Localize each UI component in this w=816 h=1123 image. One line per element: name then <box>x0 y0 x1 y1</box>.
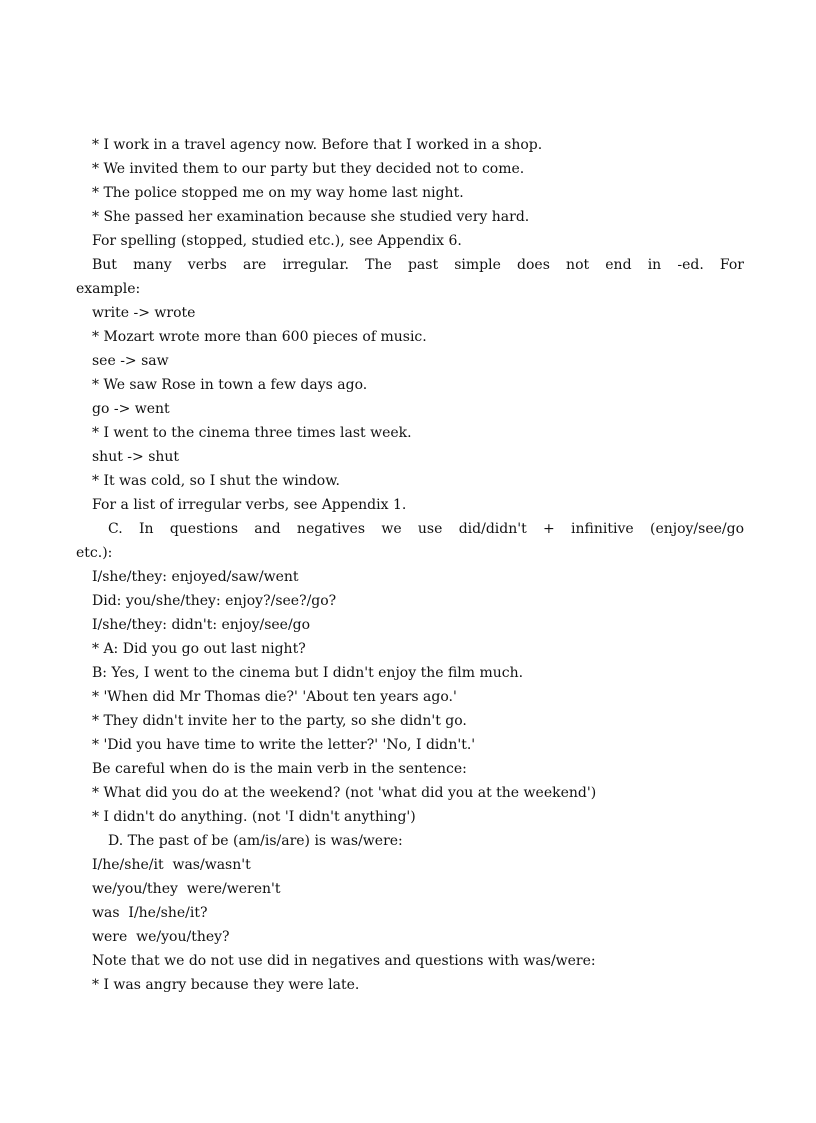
example-line: * She passed her examination because she studied very hard. <box>92 209 530 225</box>
paragraph-line: But many verbs are irregular. The past simple does not end in -ed. For <box>92 257 744 273</box>
note-line: Be careful when do is the main verb in the sentence: <box>92 761 467 777</box>
example-line: * 'Did you have time to write the letter?' 'No, I didn't.' <box>92 737 476 753</box>
example-line: * Mozart wrote more than 600 pieces of music. <box>92 329 427 345</box>
example-line: * I went to the cinema three times last week. <box>92 425 412 441</box>
table-line: I/she/they: didn't: enjoy/see/go <box>92 617 311 633</box>
document-page <box>76 133 744 997</box>
example-line: * The police stopped me on my way home last night. <box>92 185 464 201</box>
example-line: * It was cold, so I shut the window. <box>92 473 340 489</box>
verb-form-line: write -> wrote <box>92 305 196 321</box>
table-line: I/she/they: enjoyed/saw/went <box>92 569 299 585</box>
example-line: * What did you do at the weekend? (not 'what did you at the weekend') <box>92 785 597 801</box>
example-line: * 'When did Mr Thomas die?' 'About ten years ago.' <box>92 689 457 705</box>
paragraph-continuation: etc.): <box>76 545 113 561</box>
note-line: For a list of irregular verbs, see Appendix 1. <box>92 497 407 513</box>
example-line: * A: Did you go out last night? <box>92 641 306 657</box>
table-line: we/you/they were/weren't <box>92 881 281 897</box>
section-d-heading: D. The past of be (am/is/are) is was/were: <box>108 833 403 849</box>
note-line: For spelling (stopped, studied etc.), see Appendix 6. <box>92 233 462 249</box>
example-line: B: Yes, I went to the cinema but I didn't enjoy the film much. <box>92 665 524 681</box>
table-line: were we/you/they? <box>92 929 230 945</box>
example-line: * They didn't invite her to the party, so she didn't go. <box>92 713 467 729</box>
example-line: * We saw Rose in town a few days ago. <box>92 377 368 393</box>
table-line: I/he/she/it was/wasn't <box>92 857 251 873</box>
example-line: * I didn't do anything. (not 'I didn't anything') <box>92 809 416 825</box>
table-line: Did: you/she/they: enjoy?/see?/go? <box>92 593 337 609</box>
example-line: * We invited them to our party but they decided not to come. <box>92 161 525 177</box>
example-line: * I work in a travel agency now. Before that I worked in a shop. <box>92 137 543 153</box>
verb-form-line: shut -> shut <box>92 449 180 465</box>
verb-form-line: see -> saw <box>92 353 169 369</box>
note-line: Note that we do not use did in negatives and questions with was/were: <box>92 953 596 969</box>
paragraph-continuation: example: <box>76 281 141 297</box>
table-line: was I/he/she/it? <box>92 905 208 921</box>
verb-form-line: go -> went <box>92 401 170 417</box>
section-c-heading: C. In questions and negatives we use did/didn't + infinitive (enjoy/see/go <box>108 521 744 537</box>
example-line: * I was angry because they were late. <box>92 977 360 993</box>
